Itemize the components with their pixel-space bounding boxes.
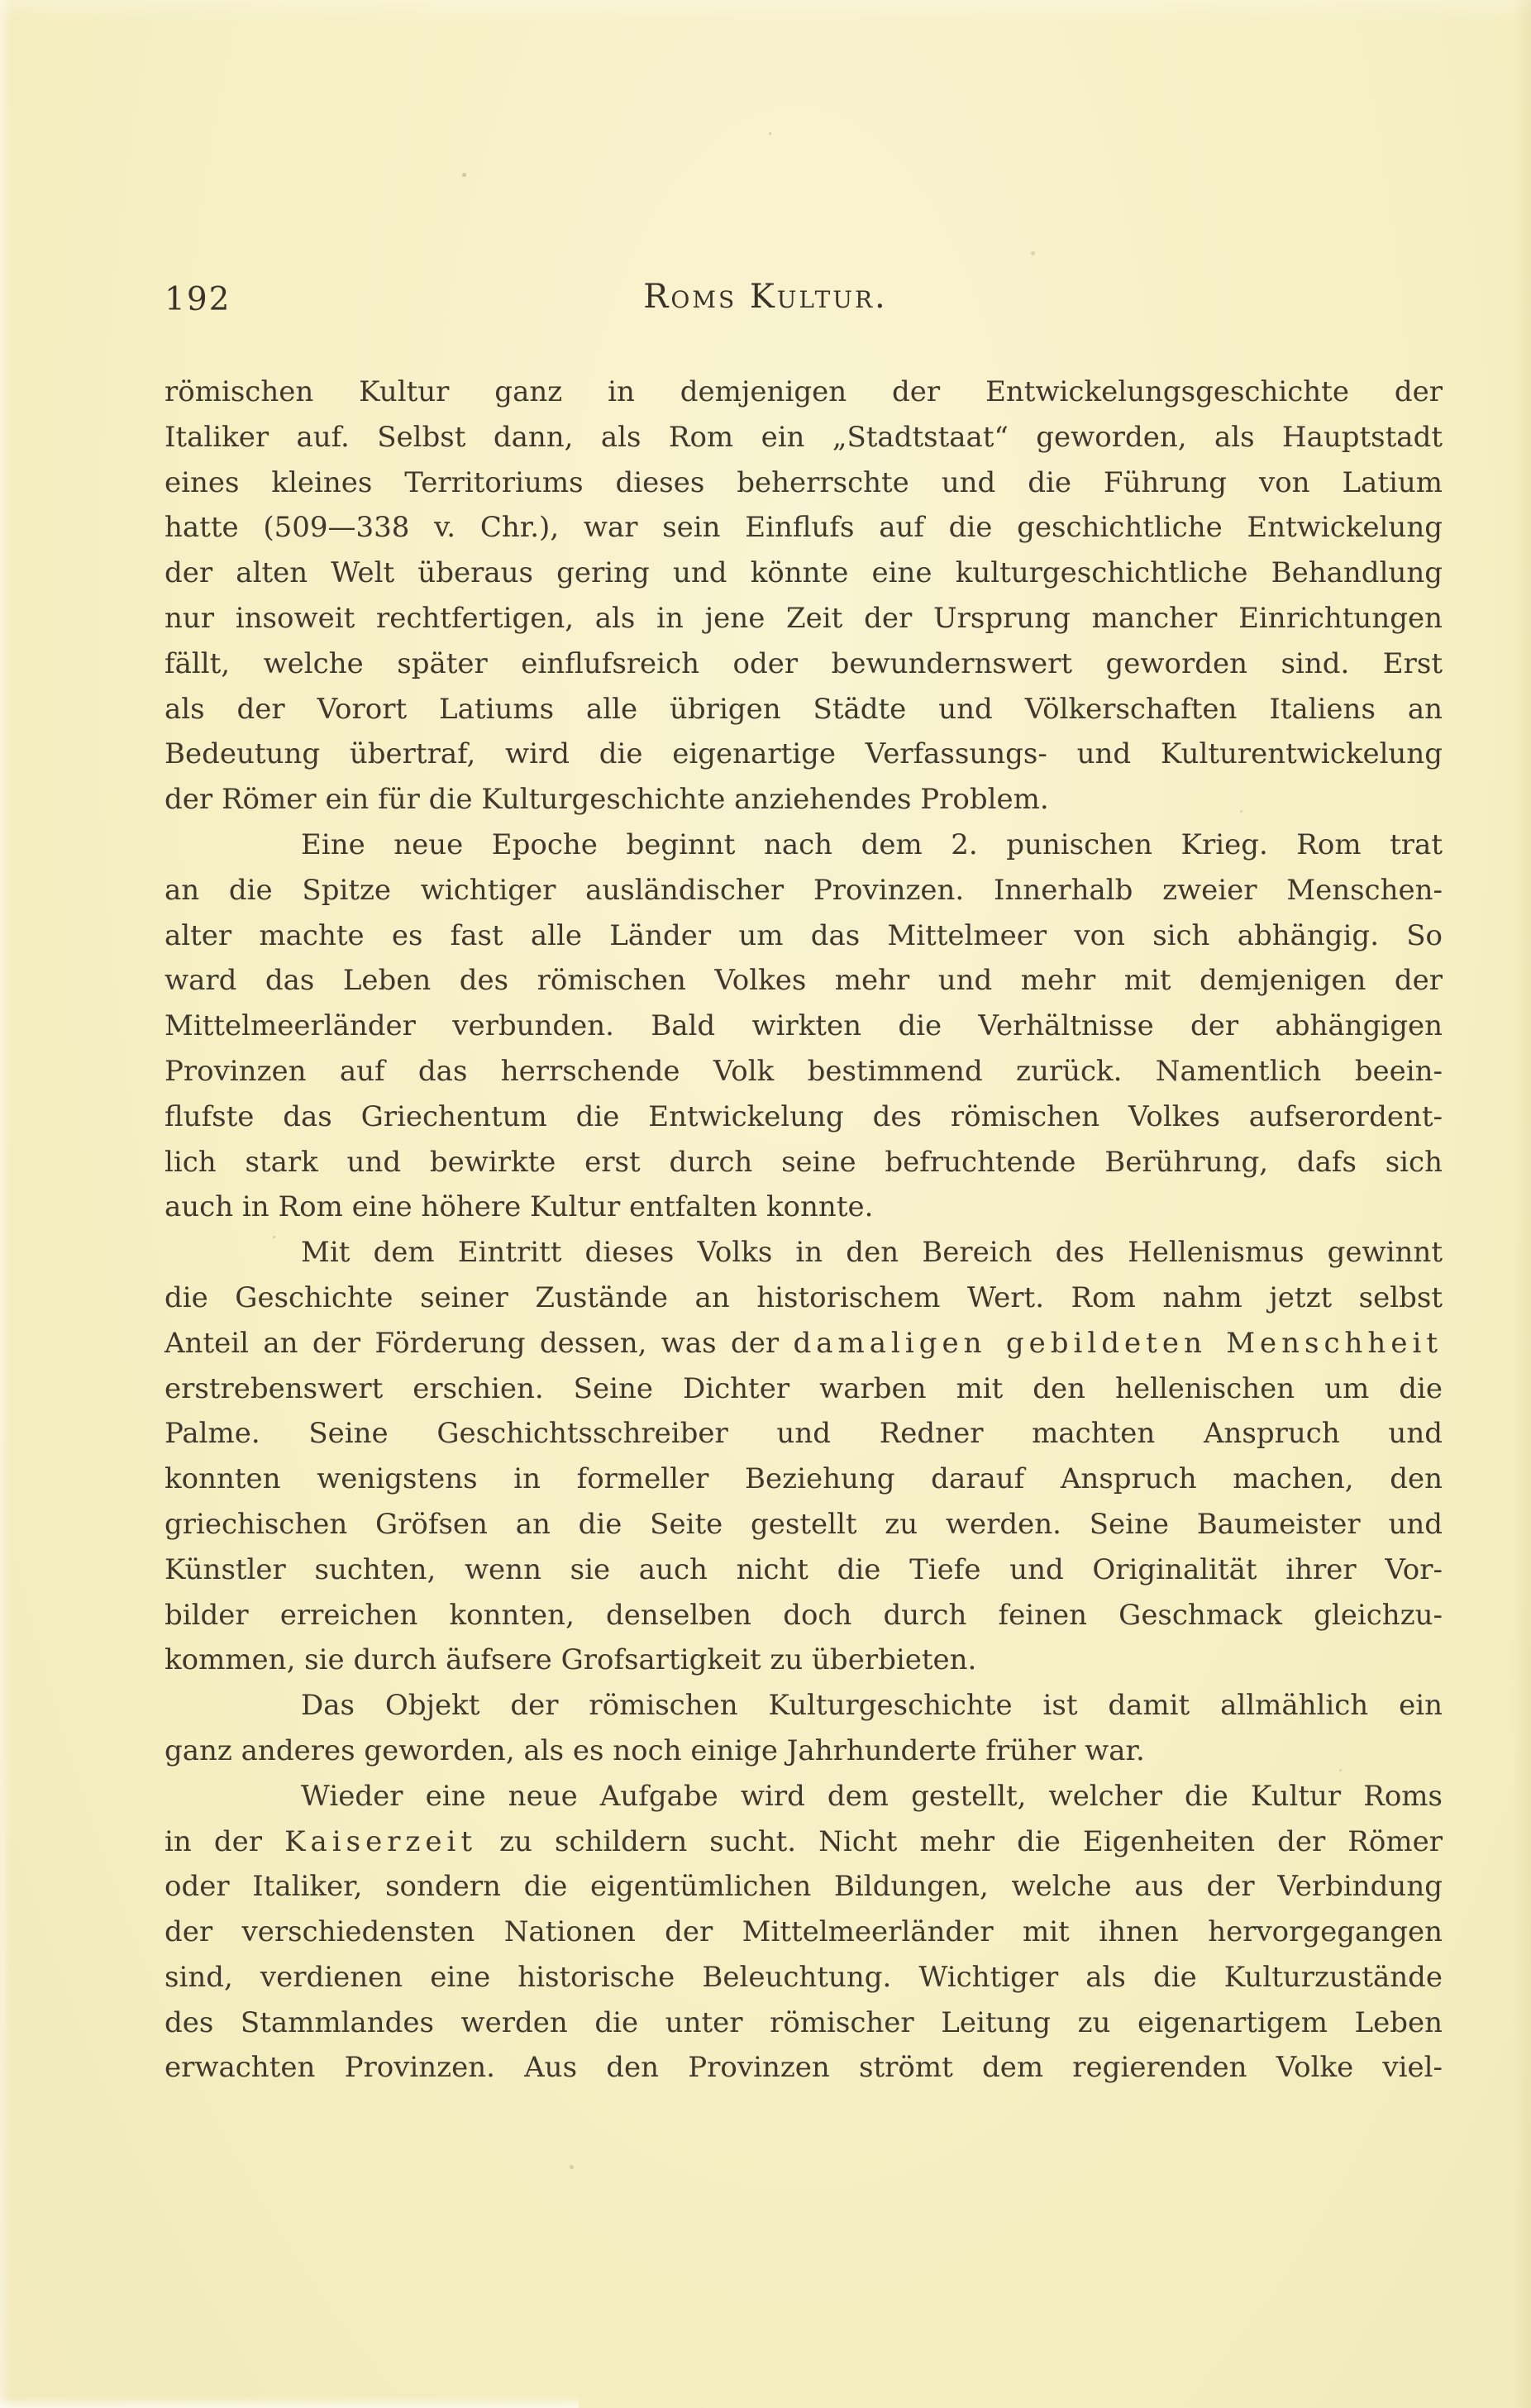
text-line: alter machte es fast alle Länder um das Mittelmeer von sich abhängig. So	[165, 918, 1443, 952]
text-line: lich stark und bewirkte erst durch seine befruchtende Berührung, dafs sich	[165, 1145, 1443, 1179]
running-head	[0, 278, 1531, 324]
text-line: römischen Kultur ganz in demjenigen der Entwickelungsgeschichte der	[165, 375, 1443, 408]
text-line: Mit dem Eintritt dieses Volks in den Bereich des Hellenismus gewinnt	[301, 1236, 1443, 1270]
text-line: ward das Leben des römischen Volkes mehr und mehr mit demjenigen der	[165, 964, 1443, 998]
text-line: griechischen Gröfsen an die Seite gestellt zu werden. Seine Baumeister und	[165, 1507, 1443, 1541]
page-text	[165, 370, 1443, 2091]
text-line: erwachten Provinzen. Aus den Provinzen strömt dem regierenden Volke viel-	[165, 2051, 1443, 2085]
text-line: der Römer ein für die Kulturgeschichte anziehendes Problem.	[165, 783, 1049, 817]
text-line: Italiker auf. Selbst dann, als Rom ein „Stadtstaat“ geworden, als Hauptstadt	[165, 420, 1443, 454]
text-line: Das Objekt der römischen Kulturgeschichte ist damit allmählich ein	[301, 1689, 1443, 1723]
page-number: 192	[165, 281, 231, 318]
text-line: in der Kaiserzeit zu schildern sucht. Nicht mehr die Eigenheiten der Römer	[165, 1824, 1443, 1858]
paper-specks	[0, 0, 2, 2]
text-line: an die Spitze wichtiger ausländischer Provinzen. Innerhalb zweier Menschen-	[165, 873, 1443, 907]
text-line: als der Vorort Latiums alle übrigen Städte und Völkerschaften Italiens an	[165, 692, 1443, 726]
text-line: die Geschichte seiner Zustände an historischem Wert. Rom nahm jetzt selbst	[165, 1280, 1443, 1314]
text-line: eines kleines Territoriums dieses beherrschte und die Führung von Latium	[165, 465, 1443, 499]
text-line: Mittelmeerländer verbunden. Bald wirkten die Verhältnisse der abhängigen	[165, 1009, 1443, 1043]
text-line: konnten wenigstens in formeller Beziehung darauf Anspruch machen, den	[165, 1462, 1443, 1496]
text-line: Wieder eine neue Aufgabe wird dem gestellt, welcher die Kultur Roms	[301, 1779, 1443, 1813]
text-line: fällt, welche später einflufsreich oder bewundernswert geworden sind. Erst	[165, 646, 1443, 680]
text-line: oder Italiker, sondern die eigentümlichen Bildungen, welche aus der Verbindung	[165, 1870, 1443, 1904]
text-line: erstrebenswert erschien. Seine Dichter warben mit den hellenischen um die	[165, 1371, 1443, 1405]
text-line: Künstler suchten, wenn sie auch nicht die Tiefe und Originalität ihrer Vor-	[165, 1552, 1443, 1586]
text-line: der alten Welt überaus gering und könnte eine kulturgeschichtliche Behandlung	[165, 556, 1443, 590]
letterspaced-emphasis: Kaiserzeit	[284, 1824, 478, 1858]
text-line: sind, verdienen eine historische Beleuchtung. Wichtiger als die Kulturzustände	[165, 1960, 1443, 1994]
letterspaced-emphasis: damaligen gebildeten Menschheit	[793, 1326, 1443, 1360]
text-line: Palme. Seine Geschichtsschreiber und Redner machten Anspruch und	[165, 1417, 1443, 1451]
text-line: flufste das Griechentum die Entwickelung des römischen Volkes aufserordent-	[165, 1099, 1443, 1133]
text-line: hatte (509—338 v. Chr.), war sein Einflufs auf die geschichtliche Entwickelung	[165, 511, 1443, 545]
running-title: Roms Kultur.	[643, 278, 888, 316]
text-line: Provinzen auf das herrschende Volk bestimmend zurück. Namentlich beein-	[165, 1054, 1443, 1088]
text-line: nur insoweit rechtfertigen, als in jene Zeit der Ursprung mancher Einrichtungen	[165, 601, 1443, 635]
text-line: der verschiedensten Nationen der Mittelmeerländer mit ihnen hervorgegangen	[165, 1915, 1443, 1949]
text-line: bilder erreichen konnten, denselben doch durch feinen Geschmack gleichzu-	[165, 1598, 1443, 1632]
text-line: kommen, sie durch äufsere Grofsartigkeit zu überbieten.	[165, 1643, 977, 1677]
text-line: Eine neue Epoche beginnt nach dem 2. punischen Krieg. Rom trat	[301, 827, 1443, 861]
text-line: auch in Rom eine höhere Kultur entfalten konnte.	[165, 1190, 874, 1224]
text-line: Bedeutung übertraf, wird die eigenartige Verfassungs- und Kulturentwickelung	[165, 737, 1443, 771]
text-line: Anteil an der Förderung dessen, was der damaligen gebildeten Menschheit	[165, 1326, 1443, 1360]
text-line: ganz anderes geworden, als es noch einige Jahrhunderte früher war.	[165, 1733, 1145, 1767]
text-line: des Stammlandes werden die unter römischer Leitung zu eigenartigem Leben	[165, 2005, 1443, 2039]
